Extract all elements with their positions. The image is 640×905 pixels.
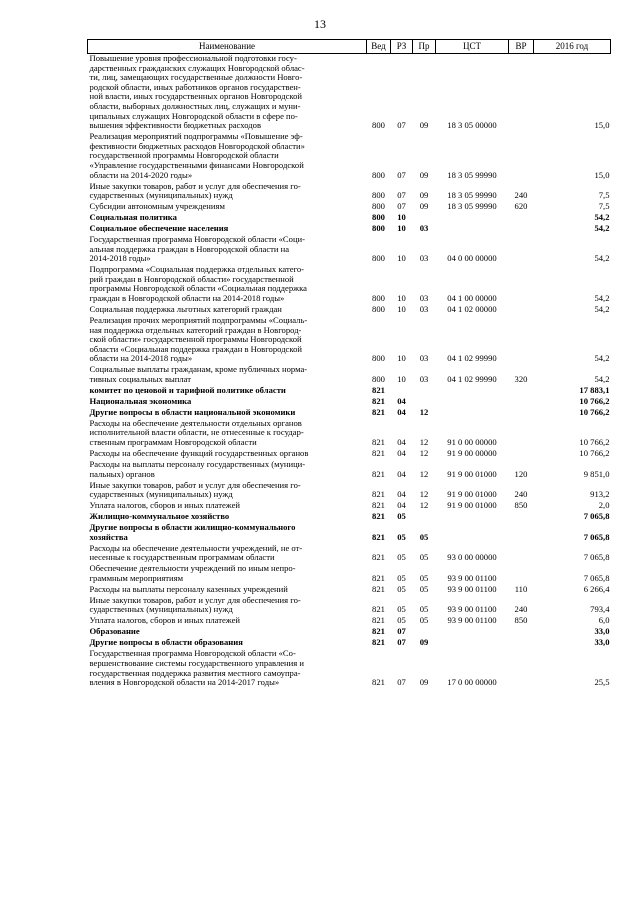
cell-rz: 10: [397, 303, 406, 314]
cell-vr: 850: [514, 615, 528, 626]
cell-rz: 04: [397, 500, 406, 511]
table-row: [88, 523, 611, 544]
table-row: [88, 564, 611, 585]
cell-cst: 93 0 00 00000: [447, 552, 497, 563]
cell-name-line: Расходы на выплаты персоналу государственных (муници-: [89, 459, 306, 469]
cell-name-line: вления в Новгородской области на 2014-2017 годы»: [89, 677, 280, 688]
cell-name: [88, 132, 367, 181]
cell-cst: 04 0 00 00000: [447, 253, 497, 264]
cell-vr: [509, 316, 534, 365]
cell-cst: 17 0 00 00000: [447, 677, 497, 688]
cell-pr: 03: [419, 223, 429, 234]
cell-name-line: Повышение уровня профессиональной подготовки госу-: [89, 53, 297, 63]
cell-sum: 54,2: [594, 373, 610, 384]
cell-ved: 821: [372, 552, 385, 563]
cell-vr: [509, 132, 534, 181]
cell-vr: [509, 397, 534, 408]
cell-vr: [509, 419, 534, 449]
cell-ved: 821: [372, 384, 385, 395]
cell-sum: 10 766,2: [579, 395, 610, 406]
cell-cst: [436, 638, 509, 649]
cell-name: [88, 544, 367, 565]
cell-pr: 03: [419, 373, 429, 384]
cell-ved: 821: [372, 615, 385, 626]
cell-vr: 110: [514, 583, 528, 594]
cell-vr: 240: [514, 489, 528, 500]
cell-sum: 793,4: [590, 604, 610, 615]
cell-name-line: граждан в Новгородской области на 2014-2018 годы»: [89, 292, 285, 303]
cell-sum: 33,0: [594, 637, 610, 648]
cell-name-line: области, выборных должностных лиц, служащих и муни-: [89, 100, 301, 111]
cell-vr: [509, 512, 534, 523]
cell-vr: [509, 408, 534, 419]
cell-name-line: дарственных гражданских служащих Новгородской облас-: [89, 62, 305, 73]
cell-pr: 09: [419, 201, 429, 212]
cell-sum: 7,5: [598, 201, 610, 212]
cell-name-line: исполнительной власти области, не отнесенные к государ-: [89, 427, 304, 438]
cell-pr: 03: [419, 253, 429, 264]
cell-pr: 05: [419, 572, 429, 583]
cell-name-line: сударственных (муниципальных) нужд: [89, 190, 233, 201]
cell-pr: 09: [419, 190, 429, 201]
cell-ved: 800: [372, 190, 385, 201]
cell-rz: 04: [397, 437, 406, 448]
cell-rz: 04: [397, 468, 406, 479]
cell-rz: 05: [397, 572, 406, 583]
cell-ved: 821: [372, 511, 385, 522]
cell-ved: 800: [372, 253, 385, 264]
cell-rz: 10: [397, 292, 406, 303]
cell-name-line: Подпрограмма «Социальная поддержка отдельных катего-: [89, 264, 305, 275]
cell-rz: 04: [397, 406, 406, 417]
cell-sum: 10 766,2: [579, 448, 610, 459]
cell-name-line: граммным мероприятиям: [89, 572, 184, 583]
cell-rz: 10: [397, 353, 406, 364]
cell-name-line: Уплата налогов, сборов и иных платежей: [89, 500, 241, 511]
cell-vr: [509, 449, 534, 460]
cell-ved: 800: [372, 212, 385, 223]
cell-cst: 93 9 00 01100: [447, 604, 497, 615]
cell-name-line: Образование: [89, 626, 140, 637]
cell-rz: 10: [397, 223, 406, 234]
cell-name-line: Социальное обеспечение населения: [89, 223, 229, 234]
header-name: Наименование: [88, 40, 367, 54]
cell-pr: 09: [419, 120, 429, 131]
cell-name-line: ципальных служащих Новгородской области в сфере по-: [89, 110, 298, 121]
table-header-row: [88, 40, 611, 54]
cell-rz: 04: [397, 395, 406, 406]
cell-cst: [436, 224, 509, 235]
cell-vr: [509, 523, 534, 544]
cell-cst: 91 9 00 01000: [447, 468, 497, 479]
cell-ved: 821: [372, 406, 385, 417]
table-row: [88, 365, 611, 386]
cell-name-line: комитет по ценовой и тарифной политике области: [89, 384, 286, 395]
cell-vr: 320: [514, 373, 528, 384]
cell-vr: [509, 386, 534, 397]
cell-vr: 240: [514, 190, 528, 201]
cell-name-line: программы Новгородской области «Социальная поддержка: [89, 283, 307, 294]
cell-name-line: рий граждан в Новгородской области» государственной: [89, 273, 294, 284]
cell-name-line: Уплата налогов, сборов и иных платежей: [89, 615, 241, 626]
cell-pr: 09: [419, 169, 429, 180]
cell-name-line: Другие вопросы в области национальной экономики: [89, 406, 296, 417]
cell-name: [88, 649, 367, 689]
cell-rz: 04: [397, 489, 406, 500]
budget-table: [87, 39, 611, 689]
cell-vr: 620: [514, 201, 528, 212]
cell-vr: [509, 564, 534, 585]
cell-vr: 240: [514, 604, 528, 615]
table-row: [88, 182, 611, 203]
cell-name: [88, 182, 367, 203]
cell-name-line: Иные закупки товаров, работ и услуг для обеспечения го-: [89, 594, 301, 605]
table-row: [88, 54, 611, 133]
cell-name-line: Расходы на обеспечение функций государственных органов: [89, 448, 309, 459]
cell-name: [88, 235, 367, 265]
cell-sum: 15,0: [594, 120, 610, 131]
cell-name-line: Субсидии автономным учреждениям: [89, 201, 225, 212]
cell-sum: 54,2: [594, 353, 610, 364]
table-row: [88, 649, 611, 689]
cell-ved: 821: [372, 489, 385, 500]
cell-pr: 05: [419, 615, 429, 626]
cell-name-line: государственной программы Новгородской области: [89, 150, 279, 161]
cell-cst: 91 9 00 01000: [447, 500, 497, 511]
cell-rz: 10: [397, 253, 406, 264]
cell-rz: 07: [397, 190, 406, 201]
cell-ved: 821: [372, 677, 385, 688]
cell-name-line: вершенствование системы государственного управления и: [89, 657, 304, 668]
cell-cst: 04 1 00 00000: [447, 292, 497, 303]
cell-vr: [509, 544, 534, 565]
cell-sum: 10 766,2: [579, 406, 610, 417]
cell-cst: 93 9 00 01100: [447, 572, 497, 583]
cell-vr: [509, 265, 534, 305]
cell-name-line: несенные к государственным программам области: [89, 552, 275, 563]
cell-rz: 04: [397, 448, 406, 459]
cell-cst: 18 3 05 00000: [447, 120, 497, 131]
cell-name: [88, 523, 367, 544]
cell-name-line: ти, лиц, замещающих государственные должности Новго-: [89, 72, 303, 83]
cell-rz: 10: [397, 212, 406, 223]
cell-cst: 18 3 05 99990: [447, 190, 497, 201]
cell-rz: 05: [397, 583, 406, 594]
cell-name-line: Другие вопросы в области образования: [89, 637, 243, 648]
cell-vr: [509, 305, 534, 316]
cell-ved: 821: [372, 437, 385, 448]
cell-pr: 05: [419, 531, 429, 542]
table-row: [88, 544, 611, 565]
cell-sum: 54,2: [594, 292, 610, 303]
cell-sum: 10 766,2: [579, 437, 610, 448]
cell-name-line: области «Социальная поддержка граждан в Новгородской: [89, 343, 303, 354]
header-cst: ЦСТ: [436, 40, 509, 54]
cell-pr: 05: [419, 552, 429, 563]
cell-pr: 09: [419, 677, 429, 688]
cell-name: [88, 54, 367, 133]
cell-cst: 04 1 02 99990: [447, 373, 497, 384]
cell-name-line: Социальная политика: [89, 212, 177, 223]
cell-vr: [509, 638, 534, 649]
cell-name-line: ственным программам Новгородской области: [89, 437, 257, 448]
cell-pr: 12: [419, 500, 429, 511]
cell-pr: 03: [419, 292, 429, 303]
cell-name-line: Государственная программа Новгородской области «Со-: [89, 648, 296, 659]
header-rz: РЗ: [391, 40, 413, 54]
cell-ved: 821: [372, 572, 385, 583]
cell-name: [88, 419, 367, 449]
cell-name: [88, 596, 367, 617]
cell-name-line: Реализация мероприятий подпрограммы «Повышение эф-: [89, 131, 303, 142]
cell-pr: 05: [419, 583, 429, 594]
header-year: 2016 год: [534, 40, 611, 54]
cell-name-line: вышения эффективности бюджетных расходов: [89, 120, 262, 131]
cell-name-line: Расходы на выплаты персоналу казенных учреждений: [89, 583, 288, 594]
cell-pr: 03: [419, 303, 429, 314]
cell-cst: [436, 397, 509, 408]
cell-sum: 7 065,8: [583, 572, 610, 583]
cell-name-line: Другие вопросы в области жилищно-коммунального: [89, 522, 296, 533]
cell-sum: 9 851,0: [583, 468, 610, 479]
cell-sum: 6 266,4: [583, 583, 610, 594]
cell-name-line: ной власти, иных государственных органов Новгородской: [89, 91, 303, 102]
cell-sum: 54,2: [594, 303, 610, 314]
cell-name-line: Жилищно-коммунальное хозяйство: [89, 511, 230, 522]
cell-name-line: Государственная программа Новгородской области «Соци-: [89, 234, 306, 245]
cell-cst: 91 9 00 01000: [447, 489, 497, 500]
cell-ved: 800: [372, 223, 385, 234]
cell-name-line: сударственных (муниципальных) нужд: [89, 604, 233, 615]
cell-ved: 821: [372, 395, 385, 406]
cell-pr: 03: [419, 353, 429, 364]
cell-sum: 2,0: [598, 500, 610, 511]
cell-ved: 800: [372, 373, 385, 384]
cell-pr: 05: [419, 604, 429, 615]
cell-name-line: государственная поддержка развития местного самоупра-: [89, 667, 301, 678]
cell-name-line: ная поддержка отдельных категорий граждан в Новгород-: [89, 324, 302, 335]
cell-name-line: Иные закупки товаров, работ и услуг для обеспечения го-: [89, 479, 301, 490]
table-row: [88, 596, 611, 617]
cell-sum: 6,0: [598, 615, 610, 626]
table-row: [88, 316, 611, 365]
cell-sum: 7,5: [598, 190, 610, 201]
cell-vr: [509, 649, 534, 689]
cell-name: [88, 481, 367, 502]
cell-cst: 04 1 02 99990: [447, 353, 497, 364]
cell-name-line: тивных социальных выплат: [89, 373, 192, 384]
cell-name-line: области на 2014-2018 годы»: [89, 353, 193, 364]
cell-sum: 33,0: [594, 626, 610, 637]
cell-name-line: Реализация прочих мероприятий подпрограммы «Социаль-: [89, 314, 308, 325]
cell-ved: 821: [372, 500, 385, 511]
cell-rz: 05: [397, 552, 406, 563]
cell-name-line: альная поддержка граждан в Новгородской области на: [89, 243, 290, 254]
header-pr: Пр: [413, 40, 436, 54]
cell-name: [88, 316, 367, 365]
cell-sum: 17 883,1: [579, 384, 610, 395]
cell-cst: 91 9 00 00000: [447, 448, 497, 459]
cell-rz: 05: [397, 604, 406, 615]
cell-name-line: Национальная экономика: [89, 395, 192, 406]
cell-sum: 7 065,8: [583, 552, 610, 563]
table-row: [88, 265, 611, 305]
cell-name: [88, 365, 367, 386]
cell-name-line: хозяйства: [89, 531, 128, 542]
cell-name-line: сударственных (муниципальных) нужд: [89, 489, 233, 500]
cell-cst: [436, 627, 509, 638]
cell-pr: 12: [419, 468, 429, 479]
cell-rz: 07: [397, 120, 406, 131]
cell-ved: 821: [372, 604, 385, 615]
cell-rz: 07: [397, 169, 406, 180]
cell-pr: [413, 386, 436, 397]
cell-vr: [509, 213, 534, 224]
cell-cst: [436, 523, 509, 544]
cell-ved: 821: [372, 531, 385, 542]
cell-ved: 800: [372, 292, 385, 303]
cell-ved: 800: [372, 201, 385, 212]
cell-rz: 05: [397, 615, 406, 626]
cell-ved: 821: [372, 468, 385, 479]
cell-name-line: Обеспечение деятельности учреждений по иным непро-: [89, 563, 296, 574]
cell-sum: 7 065,8: [583, 511, 610, 522]
cell-sum: 54,2: [594, 212, 610, 223]
cell-cst: [436, 408, 509, 419]
cell-name-line: Расходы на обеспечение деятельности учреждений, не от-: [89, 542, 303, 553]
cell-ved: 800: [372, 353, 385, 364]
table-row: [88, 235, 611, 265]
cell-name-line: фективности бюджетных расходов Новгородской области»: [89, 140, 305, 151]
cell-rz: 05: [397, 511, 406, 522]
cell-vr: [509, 54, 534, 133]
cell-name: [88, 460, 367, 481]
cell-name: [88, 265, 367, 305]
cell-cst: [436, 213, 509, 224]
cell-pr: [413, 512, 436, 523]
cell-name-line: области на 2014-2020 годы»: [89, 169, 193, 180]
cell-rz: 07: [397, 677, 406, 688]
cell-sum: 54,2: [594, 253, 610, 264]
cell-cst: 91 0 00 00000: [447, 437, 497, 448]
cell-name-line: 2014-2018 годы»: [89, 253, 151, 264]
cell-ved: 800: [372, 169, 385, 180]
cell-ved: 821: [372, 583, 385, 594]
cell-pr: 09: [419, 637, 429, 648]
cell-ved: 800: [372, 303, 385, 314]
table-row: [88, 419, 611, 449]
cell-rz: 07: [397, 201, 406, 212]
table-row: [88, 481, 611, 502]
cell-sum: 15,0: [594, 169, 610, 180]
cell-name-line: ской области» государственной программы Новгородской: [89, 334, 302, 345]
cell-cst: [436, 512, 509, 523]
cell-cst: 93 9 00 01100: [447, 615, 497, 626]
cell-pr: 12: [419, 489, 429, 500]
cell-ved: 800: [372, 120, 385, 131]
cell-ved: 821: [372, 448, 385, 459]
cell-name-line: Иные закупки товаров, работ и услуг для обеспечения го-: [89, 180, 301, 191]
cell-cst: 93 9 00 01100: [447, 583, 497, 594]
cell-vr: 850: [514, 500, 528, 511]
cell-ved: 821: [372, 626, 385, 637]
cell-name-line: пальных) органов: [89, 468, 155, 479]
cell-name-line: Социальные выплаты гражданам, кроме публичных норма-: [89, 364, 308, 375]
cell-pr: 12: [419, 437, 429, 448]
cell-sum: 25,5: [594, 677, 610, 688]
cell-ved: 821: [372, 637, 385, 648]
cell-cst: [436, 386, 509, 397]
header-vr: ВР: [509, 40, 534, 54]
cell-cst: 18 3 05 99990: [447, 169, 497, 180]
cell-cst: 18 3 05 99990: [447, 201, 497, 212]
cell-pr: 12: [419, 448, 429, 459]
cell-vr: [509, 224, 534, 235]
cell-sum: 913,2: [590, 489, 610, 500]
cell-cst: 04 1 02 00000: [447, 303, 497, 314]
cell-vr: [509, 235, 534, 265]
cell-rz: 10: [397, 373, 406, 384]
cell-name-line: родской области, иных работников органов государствен-: [89, 81, 301, 92]
cell-sum: 7 065,8: [583, 531, 610, 542]
cell-name-line: Социальная поддержка льготных категорий граждан: [89, 303, 282, 314]
table-row: [88, 616, 611, 627]
cell-vr: 120: [514, 468, 528, 479]
table-row: [88, 132, 611, 181]
cell-sum: 54,2: [594, 223, 610, 234]
table-row: [88, 460, 611, 481]
table-body: [88, 54, 611, 690]
cell-rz: 07: [397, 626, 406, 637]
cell-pr: 12: [419, 406, 429, 417]
page-number: 13: [314, 17, 326, 31]
header-ved: Вед: [367, 40, 391, 54]
cell-rz: 07: [397, 637, 406, 648]
cell-name-line: «Управление государственными финансами Новгородской: [89, 159, 304, 170]
cell-name: [88, 564, 367, 585]
cell-name-line: Расходы на обеспечение деятельности отдельных органов: [89, 417, 302, 428]
cell-vr: [509, 627, 534, 638]
cell-rz: 05: [397, 531, 406, 542]
